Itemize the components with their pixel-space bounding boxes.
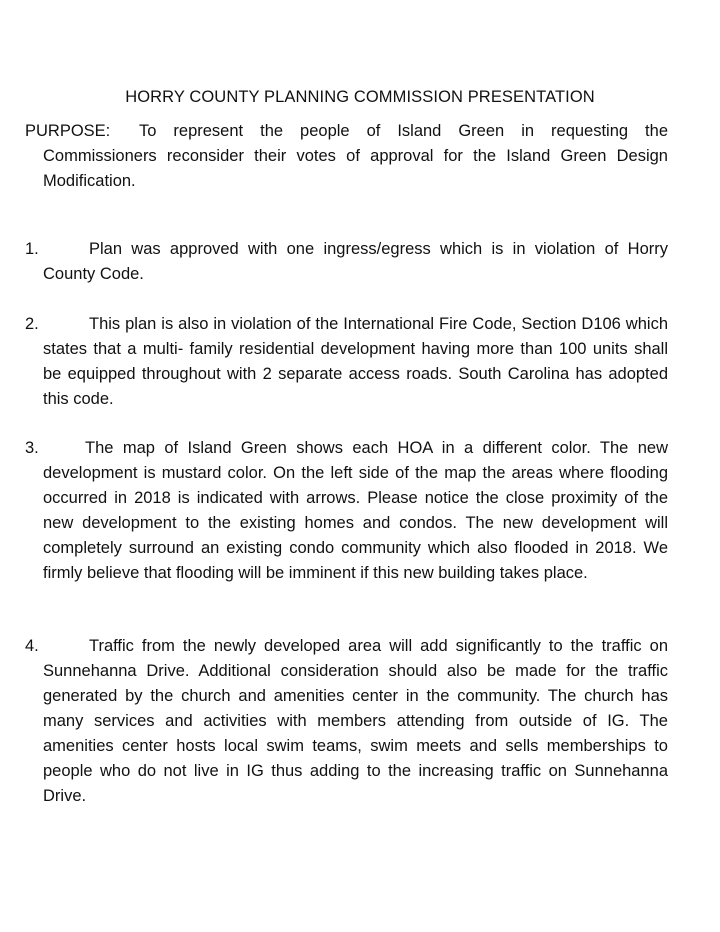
list-item-number: 3. <box>25 439 39 457</box>
purpose-paragraph <box>25 119 668 194</box>
list-item <box>25 237 668 287</box>
list-item <box>25 634 668 809</box>
list-item-text: This plan is also in violation of the International Fire Code, Section D106 which states that a multi- family residential development having more than 100 units shall be equipped throughout with 2 separate access roads. South Carolina has adopted this code. <box>43 315 668 408</box>
list-item <box>25 436 668 586</box>
list-item-text: Traffic from the newly developed area will add significantly to the traffic on Sunnehanna Drive. Additional consideration should also be made for the traffic generated by the church and amenities center in the community. The church has many services and activities with members attending from outside of IG. The amenities center hosts local swim teams, swim meets and sells memberships to people who do not live in IG thus adding to the increasing traffic on Sunnehanna Drive. <box>43 637 668 805</box>
list-item-number: 4. <box>25 637 39 655</box>
purpose-text: To represent the people of Island Green in requesting the Commissioners reconsider their votes of approval for the Island Green Design Modification. <box>43 122 668 190</box>
list-item-text: The map of Island Green shows each HOA in a different color. The new development is mustard color. On the left side of the map the areas where flooding occurred in 2018 is indicated with arrows. Please notice the close proximity of the new development to the existing homes and condos. The new development will completely surround an existing condo community which also flooded in 2018. We firmly believe that flooding will be imminent if this new building takes place. <box>43 439 668 582</box>
purpose-label: PURPOSE: <box>25 122 111 140</box>
list-item-text: Plan was approved with one ingress/egress which is in violation of Horry County Code. <box>43 240 668 283</box>
list-item-number: 2. <box>25 315 39 333</box>
document-title: HORRY COUNTY PLANNING COMMISSION PRESENTATION <box>125 88 595 106</box>
list-item <box>25 312 668 412</box>
list-item-number: 1. <box>25 240 39 258</box>
